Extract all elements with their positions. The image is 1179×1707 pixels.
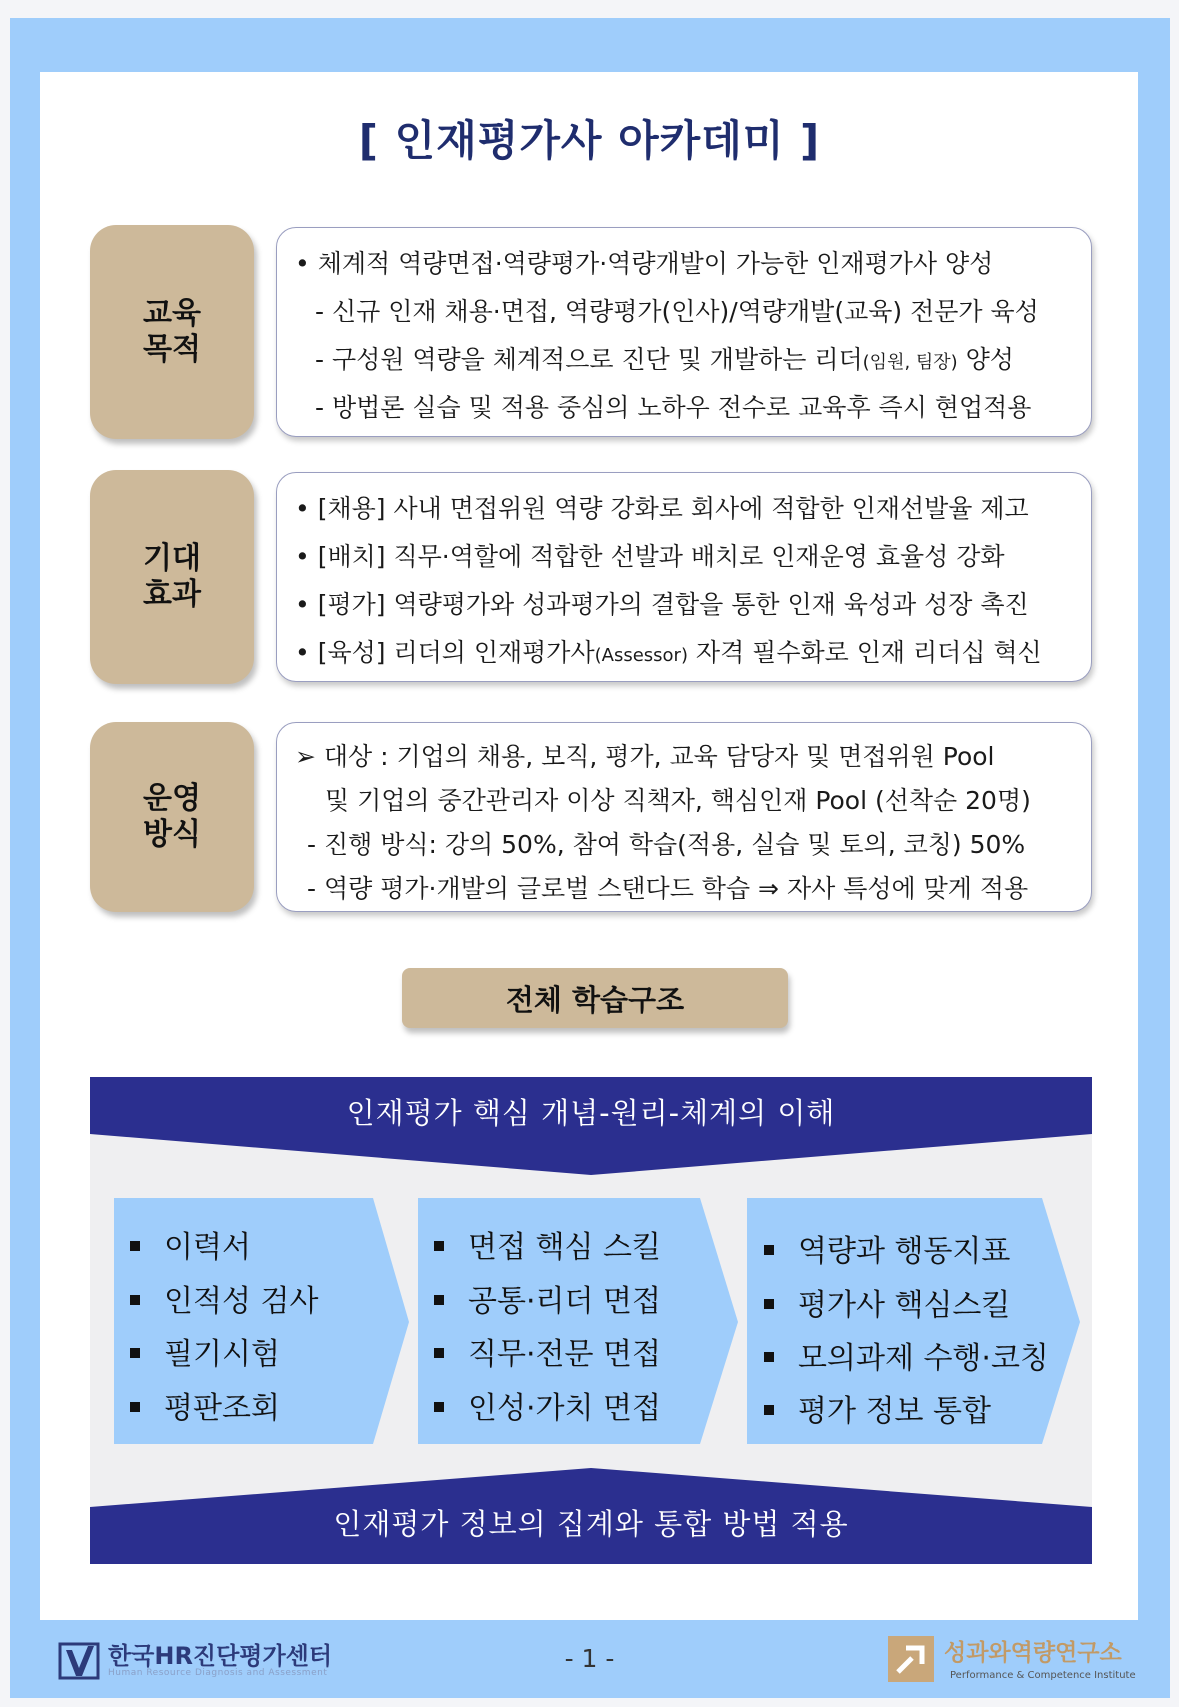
page-number: - 1 - [564,1644,615,1673]
learning-structure-heading: 전체 학습구조 [402,968,788,1028]
footer-org-left: 한국HR진단평가센터 [108,1642,333,1670]
list-item: 이력서 [130,1222,251,1266]
text-line: - 신규 인재 채용·면접, 역량평가(인사)/역량개발(교육) 전문가 육성 [315,297,1039,326]
text-line: - 구성원 역량을 체계적으로 진단 및 개발하는 리더(임원, 팀장) 양성 [315,345,1014,374]
text-line: 및 기업의 중간관리자 이상 직책자, 핵심인재 Pool (선착순 20명) [325,786,1031,815]
institute-logo-icon [886,1634,936,1684]
page-title: [ 인재평가사 아카데미 ] [358,116,821,165]
list-item: 직무·전문 면접 [434,1329,661,1373]
list-item: 면접 핵심 스킬 [434,1222,661,1266]
text-line: • [채용] 사내 면접위원 역량 강화로 회사에 적합한 인재선발율 제고 [295,494,1029,523]
list-item: 인적성 검사 [130,1276,318,1320]
text-line: - 진행 방식: 강의 50%, 참여 학습(적용, 실습 및 토의, 코칭) 50% [307,830,1026,859]
footer-org-left-sub: Human Resource Diagnosis and Assessment [108,1668,328,1678]
label-line: 방식 [143,817,201,852]
text-line: - 방법론 실습 및 적용 중심의 노하우 전수로 교육후 즉시 현업적용 [315,393,1032,422]
list-item: 평가사 핵심스킬 [764,1280,1010,1324]
text-line: • [평가] 역량평가와 성과평가의 결합을 통한 인재 육성과 성장 촉진 [295,590,1029,619]
list-item: 인성·가치 면접 [434,1383,661,1427]
label-line: 기대 [143,541,201,576]
list-item: 평가 정보 통합 [764,1386,991,1430]
list-item: 평판조회 [130,1383,280,1427]
text-line: • [육성] 리더의 인재평가사(Assessor) 자격 필수화로 인재 리더십 혁신 [295,638,1042,667]
list-item: 역량과 행동지표 [764,1226,1010,1270]
text-line: - 역량 평가·개발의 글로벌 스탠다드 학습 ⇒ 자사 특성에 맞게 적용 [307,874,1029,903]
footer-org-right-sub: Performance & Competence Institute [950,1670,1136,1681]
top-banner-text: 인재평가 핵심 개념-원리-체계의 이해 [346,1096,836,1130]
label-line: 운영 [143,781,201,816]
text-line: • 체계적 역량면접·역량평가·역량개발이 가능한 인재평가사 양성 [295,249,994,278]
list-item: 필기시험 [130,1329,280,1373]
label-line: 교육 [143,296,201,331]
list-item: 공통·리더 면접 [434,1276,661,1320]
text-line: • [배치] 직무·역할에 적합한 선발과 배치로 인재운영 효율성 강화 [295,542,1005,571]
footer-org-right: 성과와역량연구소 [944,1640,1122,1666]
label-line: 효과 [143,577,201,612]
text-line: ➢ 대상 : 기업의 채용, 보직, 평가, 교육 담당자 및 면접위원 Pool [295,742,995,771]
bottom-banner-text: 인재평가 정보의 집계와 통합 방법 적용 [333,1507,849,1541]
list-item: 모의과제 수행·코칭 [764,1333,1049,1377]
label-line: 목적 [143,332,201,367]
